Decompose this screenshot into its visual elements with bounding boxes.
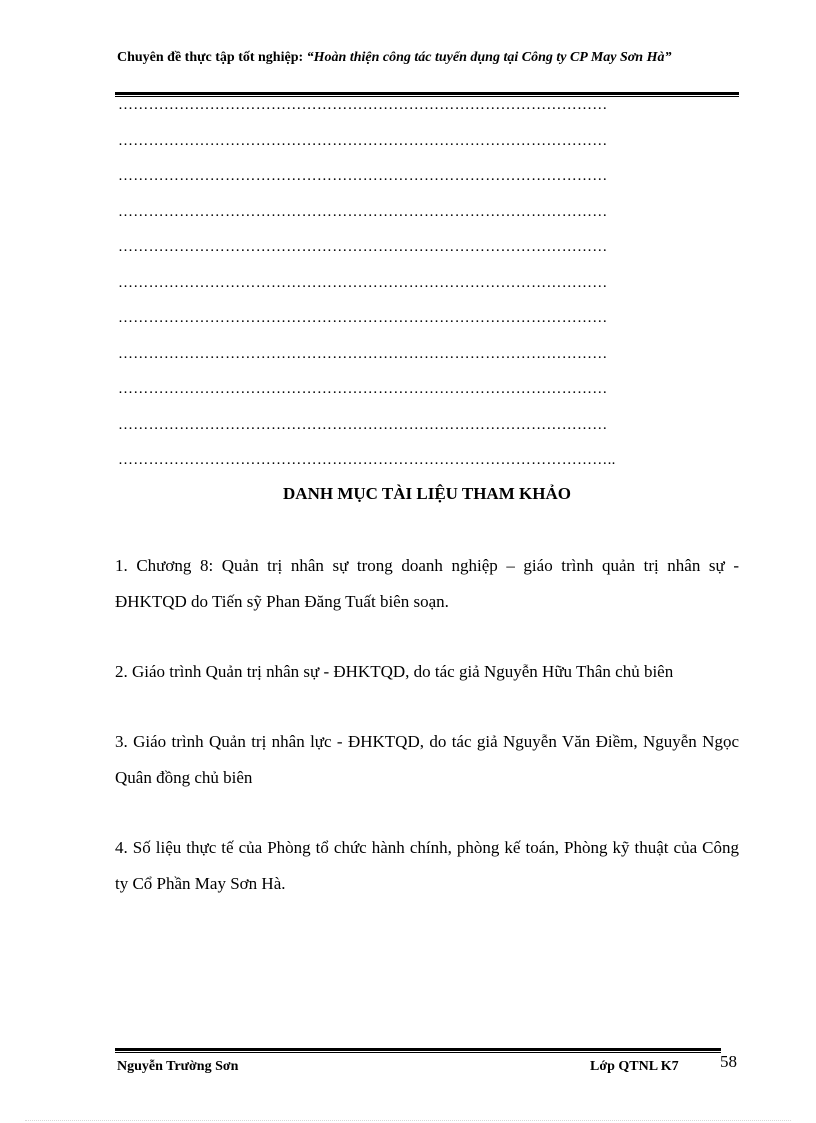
dot-line: …………………………………………………………………………………… <box>118 132 608 149</box>
page-bottom-border <box>25 1120 791 1121</box>
page-number: 58 <box>720 1052 737 1071</box>
dot-line: …………………………………………………………………………………… <box>118 274 608 291</box>
reference-item: 3. Giáo trình Quản trị nhân lực - ĐHKTQD, do tác giả Nguyễn Văn Điềm, Nguyễn Ngọc Quân đồng chủ biên <box>115 732 739 787</box>
dot-line: …………………………………………………………………………………… <box>118 345 608 362</box>
dot-line: …………………………………………………………………………………… <box>118 416 608 433</box>
footer-class: Lớp QTNL K7 <box>590 1059 679 1074</box>
footer-author: Nguyễn Trường Sơn <box>117 1059 239 1074</box>
dot-line: …………………………………………………………………………………… <box>118 239 608 255</box>
reference-item: 2. Giáo trình Quản trị nhân sự - ĐHKTQD, do tác giả Nguyễn Hữu Thân chủ biên <box>115 662 674 681</box>
dot-line: …………………………………………………………………………………… <box>118 381 608 397</box>
header-title: “Hoàn thiện công tác tuyển dụng tại Công ty CP May Sơn Hà” <box>306 50 672 65</box>
reference-item: 4. Số liệu thực tế của Phòng tổ chức hành chính, phòng kế toán, Phòng kỹ thuật của Công ty Cổ Phần May Sơn Hà. <box>115 838 739 893</box>
references-heading: DANH MỤC TÀI LIỆU THAM KHẢO <box>283 484 571 503</box>
dot-line: …………………………………………………………………………………… <box>118 97 608 113</box>
dot-line: …………………………………………………………………………………… <box>118 203 608 220</box>
reference-item: 1. Chương 8: Quản trị nhân sự trong doanh nghiệp – giáo trình quản trị nhân sự - ĐHKTQD do Tiến sỹ Phan Đăng Tuất biên soạn. <box>115 556 739 611</box>
header-prefix: Chuyên đề thực tập tốt nghiệp: <box>117 50 307 65</box>
page-header <box>117 50 739 66</box>
dot-line: …………………………………………………………………………………… <box>118 168 608 184</box>
dot-line: …………………………………………………………………………………… <box>118 310 608 326</box>
footer-rule <box>115 1048 721 1053</box>
dotted-lines <box>118 95 740 486</box>
reference-list <box>115 548 739 936</box>
dot-line: …………………………………………………………………………………….. <box>118 452 616 468</box>
